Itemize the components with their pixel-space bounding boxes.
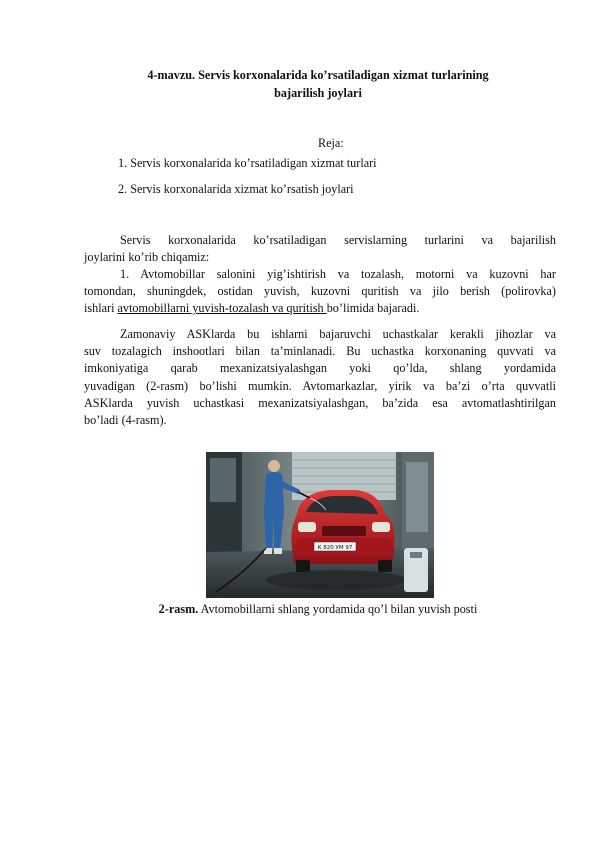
title-line-1: 4-mavzu. Servis korxonalarida ko’rsatiladigan xizmat turlarining bbox=[147, 68, 489, 82]
plan-item-2: 2. Servis korxonalarida xizmat ko’rsatish joylari bbox=[118, 182, 354, 196]
item-1-line-2: tomondan, shuningdek, ostidan yuvish, kuzovni quritish va jilo berish (polirovka) bbox=[84, 284, 556, 299]
intro-line-1: Servis korxonalarida ko’rsatiladigan servislarning turlarini va bajarilish bbox=[120, 233, 556, 247]
para-2-line-6: bo’ladi (4-rasm). bbox=[84, 413, 167, 428]
para-2-line-1: Zamonaviy ASKlarda bu ishlarni bajaruvchi uchastkalar kerakli jihozlar va bbox=[120, 327, 556, 341]
item-1-line-3-prefix: ishlari bbox=[84, 301, 118, 316]
para-2-line-3: imkoniyatiga qarab mexanizatsiyalashgan yoki qo’lda, shlang yordamida bbox=[84, 361, 556, 376]
license-plate: К 820 УМ 97 bbox=[317, 545, 353, 551]
figure-caption bbox=[96, 602, 540, 617]
plan-item-1: 1. Servis korxonalarida ko’rsatiladigan xizmat turlari bbox=[118, 156, 377, 170]
intro-line-2: joylarini ko’rib chiqamiz: bbox=[84, 250, 210, 265]
figure-label: 2-rasm. bbox=[158, 602, 199, 616]
underlined-section-name: avtomobillarni yuvish-tozalash va quritish bbox=[117, 301, 327, 316]
title-line-2: bajarilish joylari bbox=[274, 86, 362, 100]
intro-paragraph bbox=[84, 232, 556, 266]
plan-heading: Reja: bbox=[318, 136, 344, 150]
item-1-line-3 bbox=[84, 300, 556, 317]
item-1-line-1: 1. Avtomobillar salonini yig’ishtirish va tozalash, motorni va kuzovni har bbox=[120, 267, 556, 281]
document-title bbox=[90, 66, 546, 102]
item-1-paragraph bbox=[84, 266, 556, 318]
item-1-line-3-suffix: bo’limida bajaradi. bbox=[326, 301, 420, 316]
figure-caption-text: Avtomobillarni shlang yordamida qo’l bilan yuvish posti bbox=[198, 602, 478, 616]
para-2-line-4: yuvadigan (2-rasm) bo’lishi mumkin. Avtomarkazlar, yirik va ba’zi o’rta quvvatli bbox=[84, 378, 556, 393]
para-2-line-2: suv tozalagich inshootlari bilan ta’minlanadi. Bu uchastka korxonaning quvvati va bbox=[84, 344, 556, 359]
mechanization-paragraph bbox=[84, 326, 556, 429]
para-2-line-5: ASKlarda yuvish uchastkasi mexanizatsiyalashgan, ba’zida esa avtomatlashtirilgan bbox=[84, 395, 556, 410]
car-wash-photo bbox=[206, 452, 434, 598]
